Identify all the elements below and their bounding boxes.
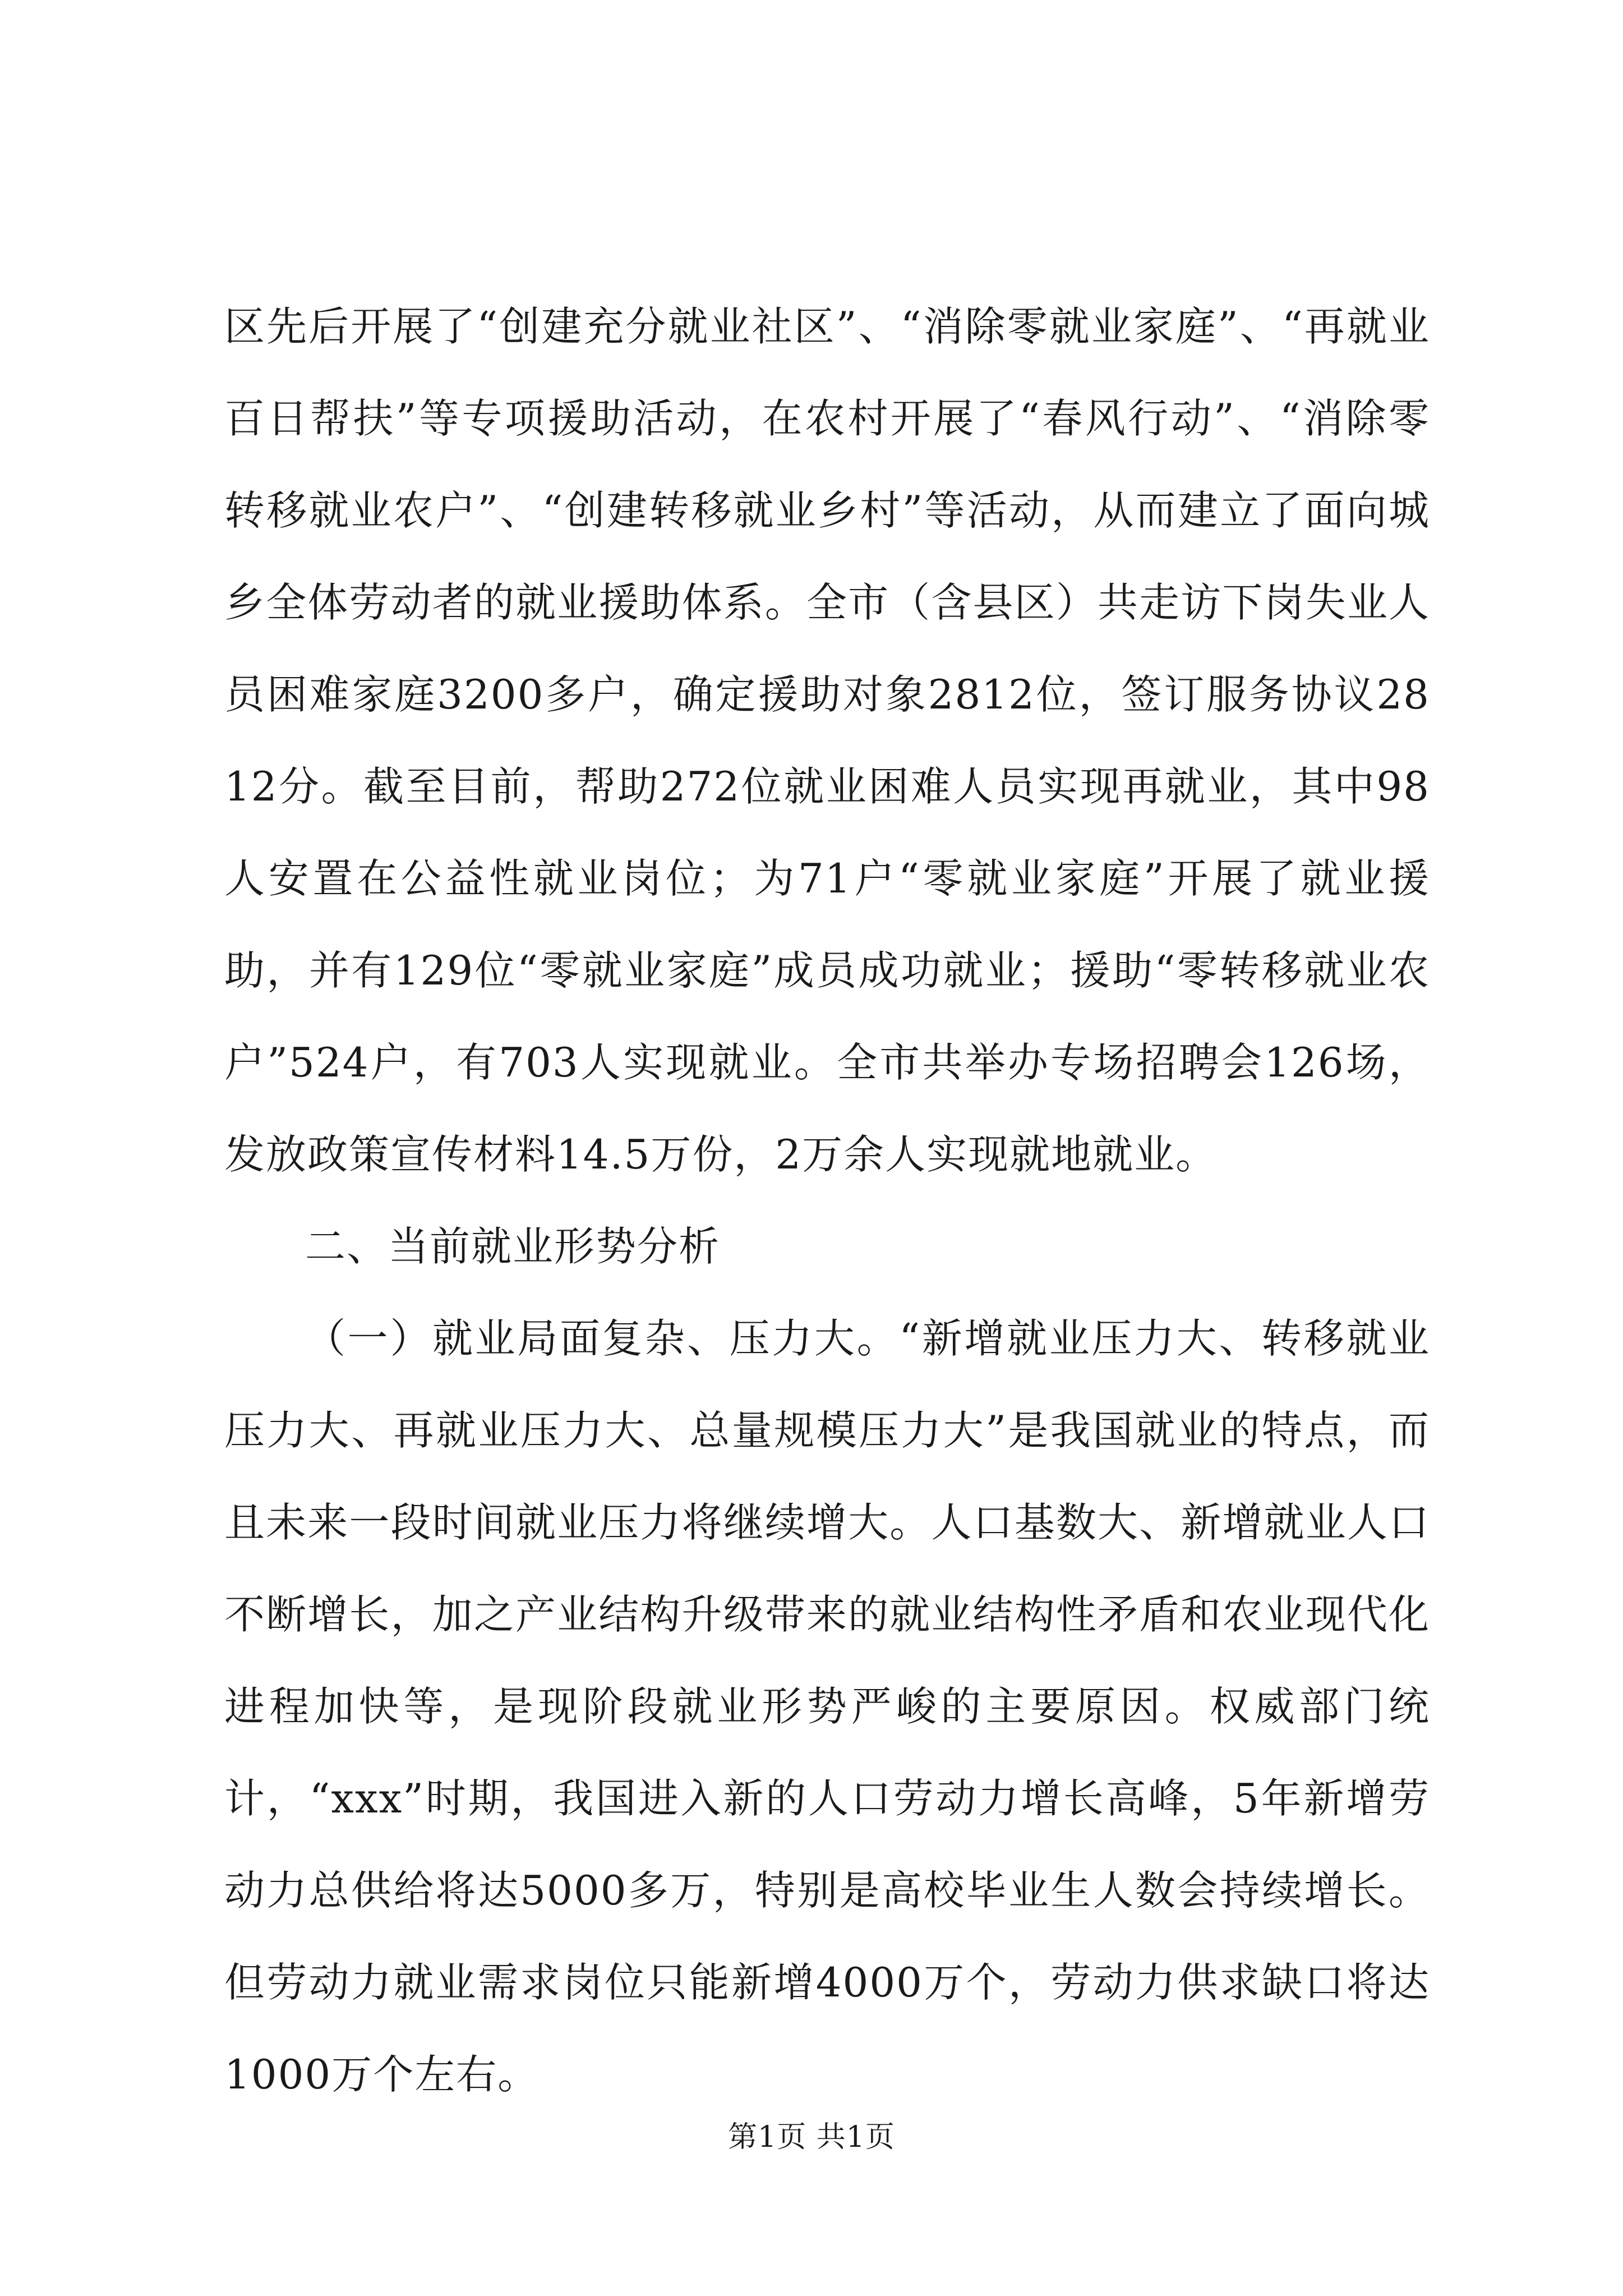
paragraph-intro-continuation: 区先后开展了“创建充分就业社区”、“消除零就业家庭”、“再就业百日帮扶”等专项援助活动，在农村开展了“春风行动”、“消除零转移就业农户”、“创建转移就业乡村”等活动，从而建立了面向城乡全体劳动者的就业援助体系。全市（含县区）共走访下岗失业人员困难家庭3200多户，确定援助对象2812位，签订服务协议2812分。截至目前，帮助272位就业困难人员实现再就业，其中98人安置在公益性就业岗位；为71户“零就业家庭”开展了就业援助，并有129位“零就业家庭”成员成功就业；援助“零转移就业农户”524户，有703人实现就业。全市共举办专场招聘会126场，发放政策宣传材料14.5万份，2万余人实现就地就业。	[224, 303, 1430, 1178]
document-body	[224, 280, 1430, 2120]
page-footer: 第1页 共1页	[728, 2120, 895, 2154]
paragraph-subsection-1: （一）就业局面复杂、压力大。“新增就业压力大、转移就业压力大、再就业压力大、总量规模压力大”是我国就业的特点，而且未来一段时间就业压力将继续增大。人口基数大、新增就业人口不断增长，加之产业结构升级带来的就业结构性矛盾和农业现代化进程加快等，是现阶段就业形势严峻的主要原因。权威部门统计，“xxx”时期，我国进入新的人口劳动力增长高峰，5年新增劳动力总供给将达5000多万，特别是高校毕业生人数会持续增长。但劳动力就业需求岗位只能新增4000万个，劳动力供求缺口将达1000万个左右。	[224, 1315, 1430, 2098]
section-heading: 二、当前就业形势分析	[305, 1223, 721, 1270]
